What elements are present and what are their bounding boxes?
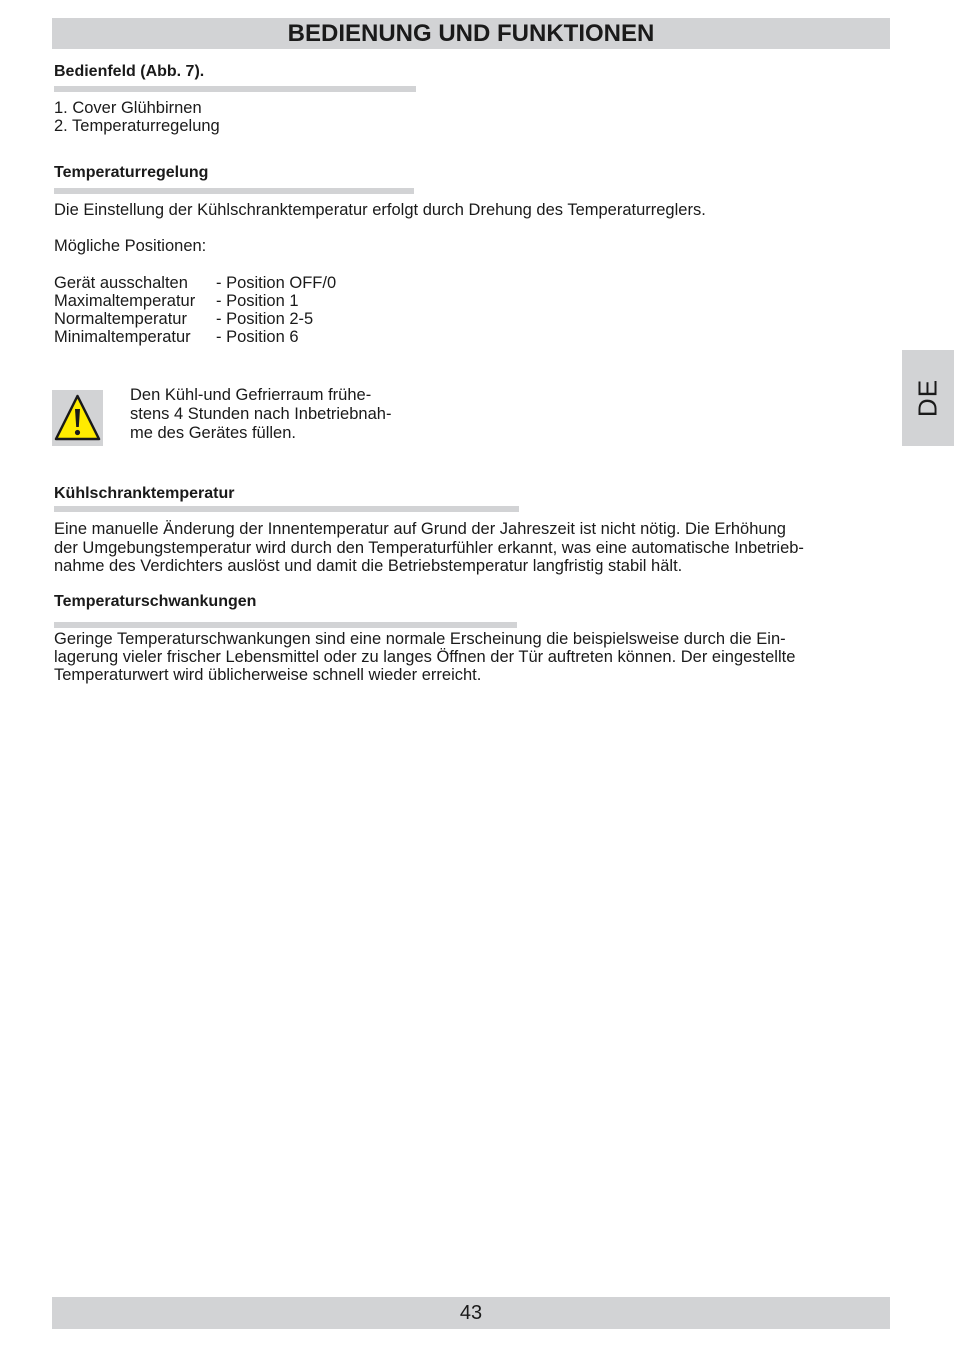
section-rule-temperaturregelung	[54, 188, 414, 194]
section-heading-temperaturschwankungen: Temperaturschwankungen	[54, 593, 257, 610]
position-name: Normaltemperatur	[54, 310, 187, 328]
language-tab	[902, 350, 954, 446]
page-title: BEDIENUNG UND FUNKTIONEN	[287, 20, 655, 47]
temperaturregelung-intro: Die Einstellung der Kühlschranktemperatur erfolgt durch Drehung des Temperaturreglers.	[54, 201, 706, 219]
paragraph-line: Temperaturwert wird üblicherweise schnell wieder erreicht.	[54, 666, 482, 684]
language-tab-label: DE	[912, 378, 943, 418]
paragraph-line: der Umgebungstemperatur wird durch den Temperaturfühler erkannt, was eine automatische Inbetrieb-	[54, 539, 804, 557]
paragraph-line: nahme des Verdichters auslöst und damit die Betriebstemperatur langfristig stabil hält.	[54, 557, 683, 575]
page-title-bar	[52, 18, 890, 49]
table-row	[54, 310, 336, 328]
warning-icon-box	[52, 390, 103, 446]
position-name: Minimaltemperatur	[54, 328, 191, 346]
section-heading-bedienfeld: Bedienfeld (Abb. 7).	[54, 63, 205, 80]
table-row	[54, 292, 336, 310]
section-heading-kuehlschranktemperatur: Kühlschranktemperatur	[54, 485, 235, 502]
page-number: 43	[459, 1302, 483, 1324]
list-item-cover: 1. Cover Glühbirnen	[54, 99, 202, 117]
section-rule-temperaturschwankungen	[54, 622, 517, 628]
warning-triangle-icon	[54, 393, 101, 443]
position-value: - Position 1	[216, 292, 299, 310]
section-rule-kuehlschranktemperatur	[54, 506, 519, 512]
positions-table	[54, 274, 336, 346]
table-row	[54, 328, 336, 346]
position-name: Gerät ausschalten	[54, 274, 188, 292]
paragraph-line: Eine manuelle Änderung der Innentemperatur auf Grund der Jahreszeit ist nicht nötig. Die Erhöhung	[54, 520, 786, 538]
table-row	[54, 274, 336, 292]
section-heading-temperaturregelung: Temperaturregelung	[54, 164, 209, 181]
paragraph-line: lagerung vieler frischer Lebensmittel oder zu langes Öffnen der Tür auftreten können. Der eingestellte	[54, 648, 796, 666]
position-value: - Position 6	[216, 328, 299, 346]
positions-label: Mögliche Positionen:	[54, 237, 207, 255]
page-footer	[52, 1297, 890, 1329]
position-name: Maximaltemperatur	[54, 292, 196, 310]
list-item-temperaturregelung: 2. Temperaturregelung	[54, 117, 220, 135]
position-value: - Position OFF/0	[216, 274, 337, 292]
paragraph-line: Geringe Temperaturschwankungen sind eine normale Erscheinung die beispielsweise durch die Ein-	[54, 630, 786, 648]
section-rule-bedienfeld	[54, 86, 416, 92]
warning-text: Den Kühl-und Gefrierraum frühe- stens 4 Stunden nach Inbetriebnah- me des Gerätes füllen.	[130, 386, 392, 442]
position-value: - Position 2-5	[216, 310, 314, 328]
